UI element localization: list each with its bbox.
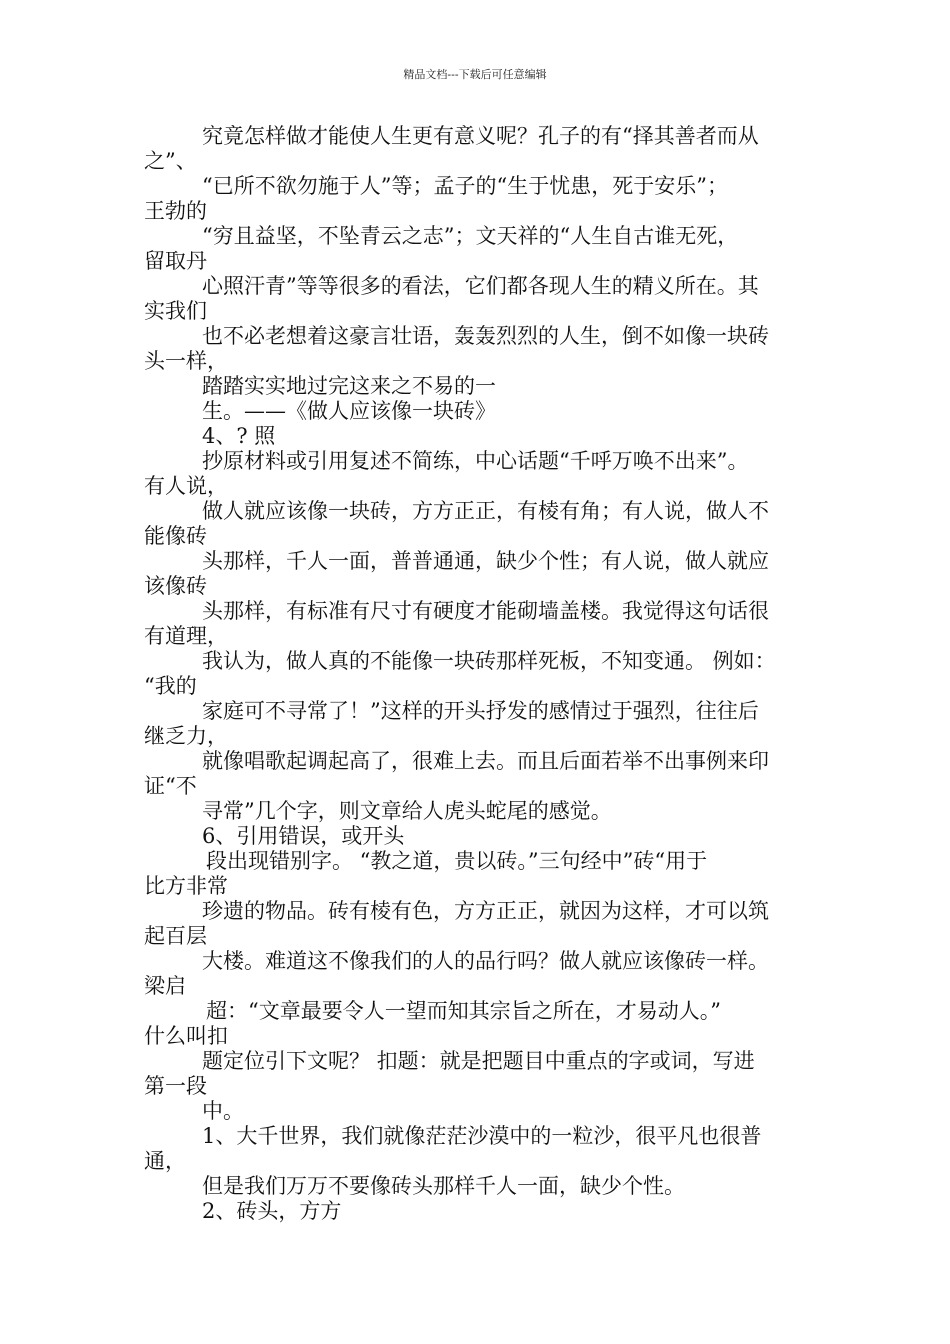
text-line: 也不必老想着这豪言壮语，轰轰烈烈的人生，倒不如像一块砖 <box>202 324 769 348</box>
text-line: 4、? 照 <box>202 424 276 448</box>
text-line: 踏踏实实地过完这来之不易的一 <box>202 374 496 398</box>
text-line: 我认为，做人真的不能像一块砖那样死板，不知变通。 例如： <box>202 649 776 673</box>
text-line: 头那样，有标准有尺寸有硬度才能砌墙盖楼。我觉得这句话很 <box>202 599 769 623</box>
text-line: 6、引用错误，或开头 <box>202 824 405 848</box>
text-line: 就像唱歌起调起高了，很难上去。而且后面若举不出事例来印 <box>202 749 769 773</box>
text-line: 什么叫扣 <box>144 1024 228 1048</box>
text-line: 题定位引下文呢？ 扣题：就是把题目中重点的字或词，写进 <box>202 1049 755 1073</box>
text-line: 能像砖 <box>144 524 207 548</box>
text-line: 通， <box>144 1149 186 1173</box>
page-header: 精品文档---下载后可任意编辑 <box>403 68 547 81</box>
text-line: 寻常”几个字，则文章给人虎头蛇尾的感觉。 <box>202 799 612 823</box>
text-line: 抄原材料或引用复述不简练，中心话题“千呼万唤不出来”。 <box>202 449 749 473</box>
text-line: 生。——《做人应该像一块砖》 <box>202 399 496 423</box>
text-line: 之”、 <box>144 149 197 173</box>
text-line: 珍遗的物品。砖有棱有色，方方正正，就因为这样，才可以筑 <box>202 899 769 923</box>
body-text <box>144 124 814 1224</box>
text-line: 有道理， <box>144 624 228 648</box>
text-line: 中。 <box>202 1099 244 1123</box>
text-line: 比方非常 <box>144 874 228 898</box>
text-line: 头那样，千人一面，普普通通，缺少个性；有人说，做人就应 <box>202 549 769 573</box>
text-line: 家庭可不寻常了！”这样的开头抒发的感情过于强烈，往往后 <box>202 699 759 723</box>
text-line: “已所不欲勿施于人”等；孟子的“生于忧患，死于安乐”； <box>202 174 728 198</box>
text-line: 实我们 <box>144 299 207 323</box>
text-line: “我的 <box>144 674 197 698</box>
text-line: 大楼。难道这不像我们的人的品行吗？做人就应该像砖一样。 <box>202 949 769 973</box>
text-line: 2、砖头，方方 <box>202 1199 342 1223</box>
text-line: 段出现错别字。 “教之道，贵以砖。”三句经中”砖“用于 <box>206 849 708 873</box>
text-line: 该像砖 <box>144 574 207 598</box>
text-line: 究竟怎样做才能使人生更有意义呢？孔子的有“择其善者而从 <box>202 124 759 148</box>
text-line: 头一样， <box>144 349 228 373</box>
text-line: 有人说， <box>144 474 228 498</box>
text-line: 1、大千世界，我们就像茫茫沙漠中的一粒沙，很平凡也很普 <box>202 1124 762 1148</box>
text-line: 起百层 <box>144 924 207 948</box>
text-line: 留取丹 <box>144 249 207 273</box>
text-line: 但是我们万万不要像砖头那样千人一面，缺少个性。 <box>202 1174 685 1198</box>
text-line: “穷且益坚，不坠青云之志”；文天祥的“人生自古谁无死， <box>202 224 739 248</box>
text-line: 超：“文章最要令人一望而知其宗旨之所在，才易动人。” <box>206 999 721 1023</box>
text-line: 做人就应该像一块砖，方方正正，有棱有角；有人说，做人不 <box>202 499 769 523</box>
text-line: 王勃的 <box>144 199 207 223</box>
text-line: 梁启 <box>144 974 186 998</box>
text-line: 心照汗青”等等很多的看法，它们都各现人生的精义所在。其 <box>202 274 759 298</box>
text-line: 继乏力， <box>144 724 228 748</box>
text-line: 第一段 <box>144 1074 207 1098</box>
text-line: 证“不 <box>144 774 197 798</box>
